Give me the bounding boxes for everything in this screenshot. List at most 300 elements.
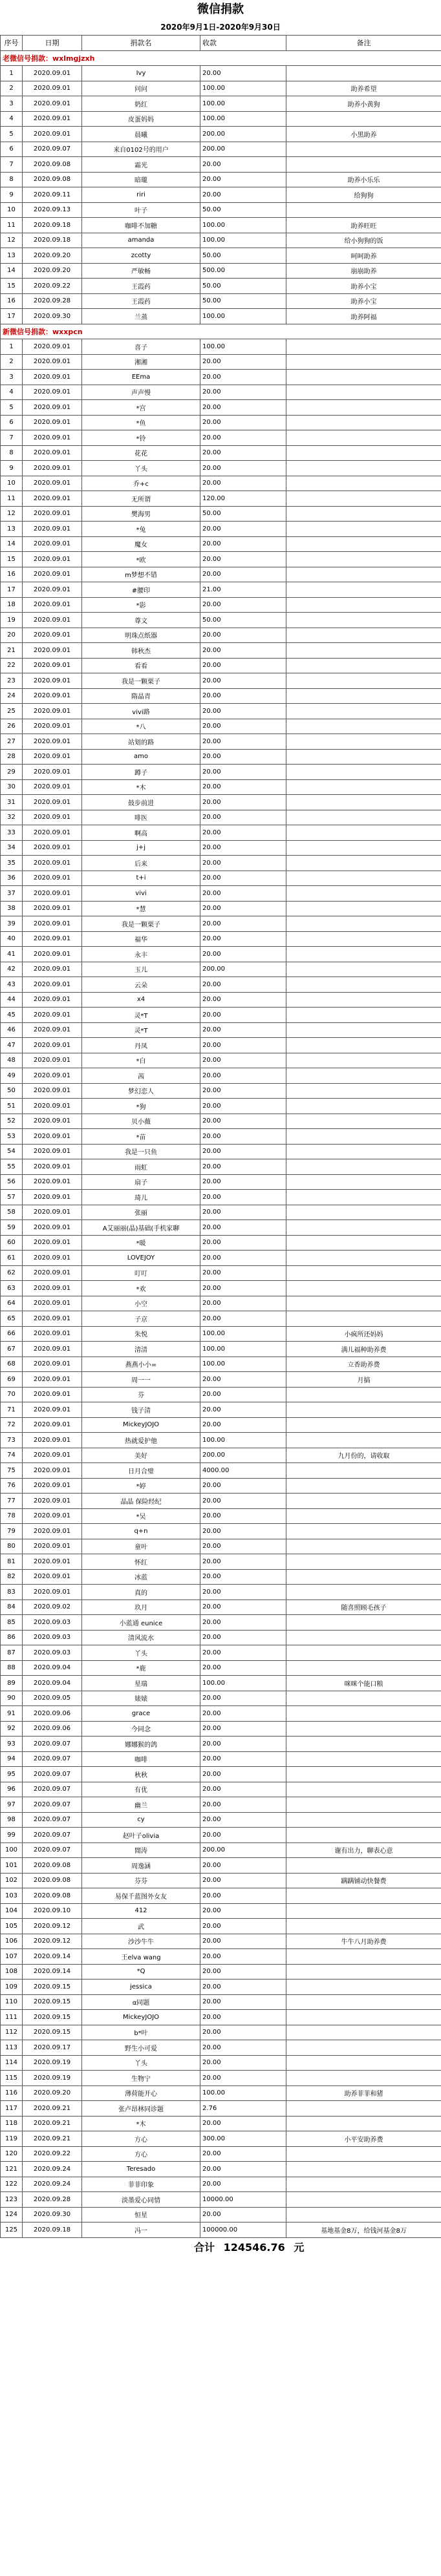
cell-no: 16 bbox=[1, 567, 23, 582]
cell-name: 咖啡 bbox=[82, 1751, 200, 1767]
cell-date: 2020.09.01 bbox=[23, 1554, 82, 1570]
cell-amount: 20.00 bbox=[200, 430, 286, 446]
cell-amount: 20.00 bbox=[200, 688, 286, 704]
table-row bbox=[1, 552, 441, 567]
cell-date: 2020.09.01 bbox=[23, 1220, 82, 1236]
table-row bbox=[1, 233, 441, 248]
cell-amount: 500.00 bbox=[200, 263, 286, 279]
cell-note: 咪咪个能口粮 bbox=[286, 1676, 441, 1691]
table-row bbox=[1, 127, 441, 142]
table-row bbox=[1, 1311, 441, 1327]
cell-note bbox=[286, 1281, 441, 1296]
cell-no: 57 bbox=[1, 1190, 23, 1205]
cell-no: 120 bbox=[1, 2146, 23, 2162]
cell-amount: 20.00 bbox=[200, 1721, 286, 1737]
cell-amount: 20.00 bbox=[200, 658, 286, 673]
cell-note bbox=[286, 1615, 441, 1631]
cell-amount: 20.00 bbox=[200, 66, 286, 81]
cell-amount: 100.00 bbox=[200, 2085, 286, 2101]
cell-no: 73 bbox=[1, 1433, 23, 1448]
cell-amount: 200.00 bbox=[200, 127, 286, 142]
cell-note bbox=[286, 1099, 441, 1114]
cell-note: 助养旺旺 bbox=[286, 218, 441, 233]
cell-no: 85 bbox=[1, 1615, 23, 1631]
cell-no: 8 bbox=[1, 172, 23, 187]
cell-amount: 20.00 bbox=[200, 2207, 286, 2222]
cell-no: 64 bbox=[1, 1296, 23, 1311]
cell-no: 61 bbox=[1, 1251, 23, 1266]
table-row bbox=[1, 1099, 441, 1114]
cell-date: 2020.09.01 bbox=[23, 947, 82, 962]
cell-name: cy bbox=[82, 1812, 200, 1828]
cell-amount: 100.00 bbox=[200, 309, 286, 324]
table-row bbox=[1, 1949, 441, 1965]
cell-no: 15 bbox=[1, 552, 23, 567]
cell-amount: 50.00 bbox=[200, 202, 286, 218]
cell-no: 114 bbox=[1, 2055, 23, 2071]
cell-note bbox=[286, 385, 441, 400]
cell-amount: 20.00 bbox=[200, 1706, 286, 1722]
cell-no: 113 bbox=[1, 2040, 23, 2056]
cell-name: jessica bbox=[82, 1980, 200, 1995]
cell-no: 74 bbox=[1, 1448, 23, 1463]
cell-date: 2020.09.01 bbox=[23, 461, 82, 476]
table-row bbox=[1, 2192, 441, 2208]
cell-amount: 20.00 bbox=[200, 1251, 286, 1266]
table-row bbox=[1, 1008, 441, 1023]
cell-amount: 20.00 bbox=[200, 977, 286, 993]
cell-no: 12 bbox=[1, 506, 23, 522]
cell-note: 小黑助养 bbox=[286, 127, 441, 142]
cell-no: 20 bbox=[1, 628, 23, 643]
table-row bbox=[1, 613, 441, 628]
cell-name: amo bbox=[82, 749, 200, 765]
cell-amount: 20.00 bbox=[200, 1478, 286, 1494]
cell-name: 方心 bbox=[82, 2131, 200, 2147]
cell-note bbox=[286, 430, 441, 446]
table-row bbox=[1, 445, 441, 461]
cell-no: 101 bbox=[1, 1858, 23, 1874]
cell-note: 九月份的，请收取 bbox=[286, 1448, 441, 1463]
cell-note bbox=[286, 2207, 441, 2222]
cell-no: 69 bbox=[1, 1372, 23, 1388]
table-row bbox=[1, 1190, 441, 1205]
cell-no: 62 bbox=[1, 1265, 23, 1281]
table-row bbox=[1, 1174, 441, 1190]
cell-no: 10 bbox=[1, 202, 23, 218]
cell-date: 2020.09.13 bbox=[23, 202, 82, 218]
cell-note bbox=[286, 1008, 441, 1023]
cell-note bbox=[286, 1539, 441, 1554]
cell-name: zcotty bbox=[82, 248, 200, 264]
cell-date: 2020.09.15 bbox=[23, 2025, 82, 2040]
cell-note bbox=[286, 66, 441, 81]
cell-note bbox=[286, 1494, 441, 1509]
table-row bbox=[1, 1797, 441, 1813]
cell-no: 33 bbox=[1, 825, 23, 841]
cell-amount: 20.00 bbox=[200, 734, 286, 750]
cell-amount: 20.00 bbox=[200, 1083, 286, 1099]
cell-name: MickeyJOJO bbox=[82, 2010, 200, 2025]
cell-amount: 20.00 bbox=[200, 1494, 286, 1509]
cell-name: m梦想不错 bbox=[82, 567, 200, 582]
table-row bbox=[1, 931, 441, 947]
cell-name: 我是一只鱼 bbox=[82, 1144, 200, 1159]
cell-amount: 20.00 bbox=[200, 354, 286, 370]
cell-date: 2020.09.11 bbox=[23, 187, 82, 203]
table-row bbox=[1, 1083, 441, 1099]
cell-date: 2020.09.01 bbox=[23, 765, 82, 780]
cell-date: 2020.09.01 bbox=[23, 111, 82, 127]
cell-no: 28 bbox=[1, 749, 23, 765]
cell-date: 2020.09.01 bbox=[23, 704, 82, 719]
table-row bbox=[1, 218, 441, 233]
cell-no: 104 bbox=[1, 1903, 23, 1919]
cell-no: 4 bbox=[1, 385, 23, 400]
cell-amount: 100.00 bbox=[200, 1342, 286, 1357]
table-row bbox=[1, 871, 441, 886]
cell-date: 2020.09.01 bbox=[23, 506, 82, 522]
cell-date: 2020.09.07 bbox=[23, 1737, 82, 1752]
cell-date: 2020.09.07 bbox=[23, 1812, 82, 1828]
cell-date: 2020.09.01 bbox=[23, 339, 82, 355]
cell-amount: 20.00 bbox=[200, 2177, 286, 2192]
cell-name: 菲菲印象 bbox=[82, 2177, 200, 2192]
cell-note bbox=[286, 1159, 441, 1175]
cell-no: 65 bbox=[1, 1311, 23, 1327]
cell-note bbox=[286, 886, 441, 902]
cell-note bbox=[286, 1129, 441, 1145]
cell-no: 105 bbox=[1, 1919, 23, 1934]
cell-name: 薄荷能开心 bbox=[82, 2085, 200, 2101]
table-row bbox=[1, 1903, 441, 1919]
cell-name: 朱悦 bbox=[82, 1326, 200, 1342]
cell-name: 王elva wang bbox=[82, 1949, 200, 1965]
cell-no: 88 bbox=[1, 1660, 23, 1676]
cell-name: 鼓步前进 bbox=[82, 795, 200, 810]
cell-amount: 2.76 bbox=[200, 2101, 286, 2117]
cell-name: *兔 bbox=[82, 522, 200, 537]
cell-amount: 20.00 bbox=[200, 871, 286, 886]
cell-name: 生物宁 bbox=[82, 2071, 200, 2086]
cell-name: *慧 bbox=[82, 901, 200, 916]
cell-no: 17 bbox=[1, 309, 23, 324]
cell-date: 2020.09.01 bbox=[23, 552, 82, 567]
cell-amount: 20.00 bbox=[200, 1099, 286, 1114]
cell-name: 沙沙牛牛 bbox=[82, 1934, 200, 1949]
table-row bbox=[1, 825, 441, 841]
cell-date: 2020.09.01 bbox=[23, 1038, 82, 1053]
cell-date: 2020.09.01 bbox=[23, 643, 82, 659]
cell-date: 2020.09.01 bbox=[23, 810, 82, 825]
cell-note: 助养菲菲和猪 bbox=[286, 2085, 441, 2101]
table-row bbox=[1, 491, 441, 507]
cell-note bbox=[286, 2055, 441, 2071]
cell-note bbox=[286, 370, 441, 385]
cell-date: 2020.09.15 bbox=[23, 1980, 82, 1995]
table-row bbox=[1, 1524, 441, 1539]
cell-amount: 20.00 bbox=[200, 1630, 286, 1645]
cell-name: 子京 bbox=[82, 1311, 200, 1327]
cell-note bbox=[286, 2040, 441, 2056]
cell-no: 67 bbox=[1, 1342, 23, 1357]
cell-amount: 20.00 bbox=[200, 1008, 286, 1023]
cell-no: 81 bbox=[1, 1554, 23, 1570]
cell-name: 芬 bbox=[82, 1387, 200, 1402]
cell-note bbox=[286, 506, 441, 522]
cell-no: 121 bbox=[1, 2162, 23, 2177]
cell-no: 40 bbox=[1, 931, 23, 947]
cell-no: 116 bbox=[1, 2085, 23, 2101]
table-row bbox=[1, 2071, 441, 2086]
cell-date: 2020.09.08 bbox=[23, 172, 82, 187]
cell-note bbox=[286, 643, 441, 659]
cell-name: 声声慢 bbox=[82, 385, 200, 400]
cell-note bbox=[286, 704, 441, 719]
cell-name: 周逸涵 bbox=[82, 1858, 200, 1874]
cell-amount: 20.00 bbox=[200, 2071, 286, 2086]
table-row bbox=[1, 2177, 441, 2192]
table-row bbox=[1, 1053, 441, 1068]
cell-note bbox=[286, 795, 441, 810]
table-row bbox=[1, 1554, 441, 1570]
cell-note bbox=[286, 1022, 441, 1038]
cell-no: 112 bbox=[1, 2025, 23, 2040]
cell-name: 灵*T bbox=[82, 1008, 200, 1023]
cell-amount: 100000.00 bbox=[200, 2222, 286, 2238]
section-label: 老微信号捐款：wxlmgjzxh bbox=[1, 50, 441, 66]
cell-date: 2020.09.01 bbox=[23, 430, 82, 446]
cell-date: 2020.09.10 bbox=[23, 1903, 82, 1919]
cell-amount: 20.00 bbox=[200, 597, 286, 613]
cell-note bbox=[286, 765, 441, 780]
cell-note bbox=[286, 1463, 441, 1479]
old-section-header bbox=[1, 50, 441, 66]
cell-amount: 20.00 bbox=[200, 1387, 286, 1402]
table-row bbox=[1, 1326, 441, 1342]
table-row bbox=[1, 1022, 441, 1038]
cell-date: 2020.09.04 bbox=[23, 1676, 82, 1691]
cell-no: 10 bbox=[1, 476, 23, 491]
cell-amount: 20.00 bbox=[200, 795, 286, 810]
cell-name: *狗 bbox=[82, 1099, 200, 1114]
cell-no: 107 bbox=[1, 1949, 23, 1965]
cell-amount: 100.00 bbox=[200, 111, 286, 127]
cell-date: 2020.09.01 bbox=[23, 1342, 82, 1357]
cell-amount: 20.00 bbox=[200, 2010, 286, 2025]
cell-name: *欢 bbox=[82, 1281, 200, 1296]
cell-date: 2020.09.01 bbox=[23, 613, 82, 628]
cell-date: 2020.09.01 bbox=[23, 1281, 82, 1296]
table-row bbox=[1, 430, 441, 446]
cell-amount: 20.00 bbox=[200, 1554, 286, 1570]
table-row bbox=[1, 567, 441, 582]
cell-amount: 300.00 bbox=[200, 2131, 286, 2147]
cell-no: 109 bbox=[1, 1980, 23, 1995]
cell-name: 看看 bbox=[82, 658, 200, 673]
cell-note bbox=[286, 2101, 441, 2117]
cell-amount: 20.00 bbox=[200, 370, 286, 385]
cell-note bbox=[286, 2177, 441, 2192]
cell-date: 2020.09.17 bbox=[23, 2040, 82, 2056]
cell-note bbox=[286, 673, 441, 689]
cell-date: 2020.09.01 bbox=[23, 916, 82, 932]
cell-no: 9 bbox=[1, 461, 23, 476]
cell-no: 44 bbox=[1, 992, 23, 1008]
page-title: 微信捐款 bbox=[197, 3, 244, 16]
cell-note bbox=[286, 734, 441, 750]
cell-date: 2020.09.18 bbox=[23, 2222, 82, 2238]
table-row bbox=[1, 704, 441, 719]
cell-no: 108 bbox=[1, 1964, 23, 1980]
table-row bbox=[1, 1980, 441, 1995]
cell-no: 100 bbox=[1, 1842, 23, 1858]
cell-name: vivi bbox=[82, 886, 200, 902]
table-row bbox=[1, 1478, 441, 1494]
cell-note bbox=[286, 1508, 441, 1524]
table-row bbox=[1, 916, 441, 932]
cell-note bbox=[286, 1387, 441, 1402]
table-row bbox=[1, 765, 441, 780]
table-row bbox=[1, 1858, 441, 1874]
cell-note bbox=[286, 962, 441, 977]
cell-amount: 20.00 bbox=[200, 1645, 286, 1661]
cell-no: 3 bbox=[1, 370, 23, 385]
cell-amount: 20.00 bbox=[200, 1585, 286, 1600]
cell-date: 2020.09.01 bbox=[23, 491, 82, 507]
cell-date: 2020.09.21 bbox=[23, 2101, 82, 2117]
cell-name: 福华 bbox=[82, 931, 200, 947]
cell-note bbox=[286, 2071, 441, 2086]
cell-note: 助养希望 bbox=[286, 81, 441, 96]
cell-amount: 20.00 bbox=[200, 2040, 286, 2056]
table-row bbox=[1, 385, 441, 400]
table-header-row bbox=[1, 36, 441, 51]
header-amount: 收款 bbox=[200, 36, 286, 51]
cell-name: 芬芬 bbox=[82, 1873, 200, 1888]
table-row bbox=[1, 354, 441, 370]
table-row bbox=[1, 1767, 441, 1782]
table-row bbox=[1, 1220, 441, 1236]
cell-note bbox=[286, 2025, 441, 2040]
cell-note bbox=[286, 1949, 441, 1965]
table-row bbox=[1, 2162, 441, 2177]
cell-date: 2020.09.28 bbox=[23, 293, 82, 309]
date-range: 2020年9月1日-2020年9月30日 bbox=[160, 23, 281, 32]
cell-no: 2 bbox=[1, 81, 23, 96]
cell-no: 14 bbox=[1, 263, 23, 279]
cell-name: 丫头 bbox=[82, 461, 200, 476]
cell-date: 2020.09.01 bbox=[23, 992, 82, 1008]
cell-name: EEma bbox=[82, 370, 200, 385]
cell-note bbox=[286, 1235, 441, 1251]
cell-name: 野生小可爱 bbox=[82, 2040, 200, 2056]
cell-amount: 20.00 bbox=[200, 567, 286, 582]
cell-amount: 20.00 bbox=[200, 1812, 286, 1828]
cell-note bbox=[286, 1038, 441, 1053]
header-no: 序号 bbox=[1, 36, 23, 51]
cell-no: 18 bbox=[1, 597, 23, 613]
cell-no: 52 bbox=[1, 1114, 23, 1129]
cell-name: 梦幻恋人 bbox=[82, 1083, 200, 1099]
cell-no: 76 bbox=[1, 1478, 23, 1494]
cell-date: 2020.09.07 bbox=[23, 1842, 82, 1858]
cell-amount: 20.00 bbox=[200, 765, 286, 780]
cell-no: 46 bbox=[1, 1022, 23, 1038]
cell-note bbox=[286, 1767, 441, 1782]
cell-name: j+j bbox=[82, 840, 200, 856]
cell-name: 茜 bbox=[82, 1068, 200, 1084]
table-row bbox=[1, 719, 441, 734]
table-row bbox=[1, 1615, 441, 1631]
table-row bbox=[1, 279, 441, 294]
table-row bbox=[1, 2131, 441, 2147]
cell-amount: 100.00 bbox=[200, 81, 286, 96]
cell-date: 2020.09.01 bbox=[23, 582, 82, 598]
cell-no: 75 bbox=[1, 1463, 23, 1479]
table-row bbox=[1, 992, 441, 1008]
cell-note bbox=[286, 1205, 441, 1220]
cell-name: 易保千蓝图外女友 bbox=[82, 1888, 200, 1904]
cell-note bbox=[286, 1068, 441, 1084]
table-row bbox=[1, 1842, 441, 1858]
cell-name: 玖月 bbox=[82, 1599, 200, 1615]
table-row bbox=[1, 1251, 441, 1266]
cell-note bbox=[286, 749, 441, 765]
cell-note bbox=[286, 992, 441, 1008]
cell-amount: 20.00 bbox=[200, 719, 286, 734]
cell-no: 99 bbox=[1, 1828, 23, 1843]
cell-amount: 20.00 bbox=[200, 1524, 286, 1539]
cell-no: 6 bbox=[1, 142, 23, 157]
cell-date: 2020.09.19 bbox=[23, 2071, 82, 2086]
cell-date: 2020.09.01 bbox=[23, 931, 82, 947]
cell-date: 2020.09.01 bbox=[23, 795, 82, 810]
cell-amount: 20.00 bbox=[200, 1311, 286, 1327]
table-row bbox=[1, 688, 441, 704]
cell-amount: 20.00 bbox=[200, 856, 286, 871]
cell-name: 湘湘 bbox=[82, 354, 200, 370]
table-row bbox=[1, 1387, 441, 1402]
cell-name: 贝小薇 bbox=[82, 1114, 200, 1129]
cell-note bbox=[286, 2192, 441, 2208]
table-row bbox=[1, 810, 441, 825]
table-row bbox=[1, 522, 441, 537]
table-row bbox=[1, 962, 441, 977]
cell-date: 2020.09.28 bbox=[23, 2192, 82, 2208]
cell-no: 124 bbox=[1, 2207, 23, 2222]
cell-note bbox=[286, 1782, 441, 1797]
cell-name: 啊高 bbox=[82, 825, 200, 841]
table-row bbox=[1, 1828, 441, 1843]
cell-no: 32 bbox=[1, 810, 23, 825]
cell-note bbox=[286, 1660, 441, 1676]
cell-no: 21 bbox=[1, 643, 23, 659]
cell-name: 閒涛 bbox=[82, 1842, 200, 1858]
cell-date: 2020.09.01 bbox=[23, 400, 82, 416]
cell-no: 45 bbox=[1, 1008, 23, 1023]
cell-no: 56 bbox=[1, 1174, 23, 1190]
cell-no: 9 bbox=[1, 187, 23, 203]
cell-amount: 20.00 bbox=[200, 1903, 286, 1919]
cell-date: 2020.09.03 bbox=[23, 1645, 82, 1661]
table-row bbox=[1, 840, 441, 856]
cell-no: 95 bbox=[1, 1767, 23, 1782]
cell-amount: 100.00 bbox=[200, 1676, 286, 1691]
cell-date: 2020.09.01 bbox=[23, 1433, 82, 1448]
cell-date: 2020.09.14 bbox=[23, 1964, 82, 1980]
table-row bbox=[1, 2055, 441, 2071]
